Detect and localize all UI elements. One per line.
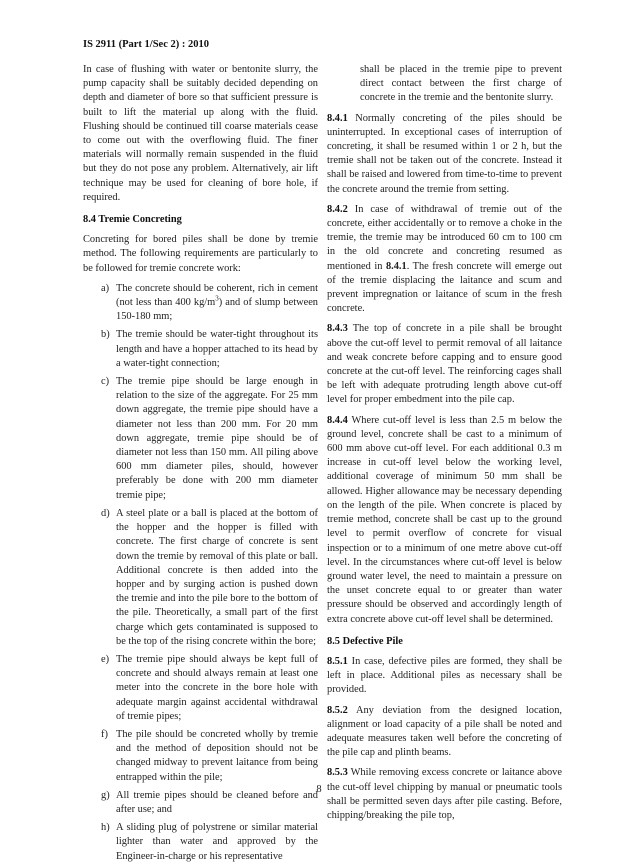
list-item-text: The pile should be concreted wholly by tremie and the method of deposition should not be changed midway to prevent laitance from being entrapped within the pile; [116, 728, 318, 783]
list-item-e [83, 653, 318, 724]
clause-reference: 8.4.1 [385, 260, 407, 272]
paragraph-tremie-intro: Concreting for bored piles shall be done by tremie method. The following requirements are particularly to be followed for tremie concrete work: [83, 234, 318, 274]
clause-number: 8.5.2 [327, 704, 348, 716]
list-item-label: b) [101, 329, 110, 341]
section-heading-tremie-concreting: 8.4 Tremie Concreting [83, 214, 182, 226]
clause-8-5-2 [327, 704, 562, 761]
clause-text: Normally concreting of the piles should be uninterrupted. In exceptional cases of interruption of concreting, it shall be resumed within 1 or 2 h, but the tremie shall not be taken out of the concrete. Instead it shall be raised and lowered from time-to-time to prevent the concrete around the tremie from setting. [327, 112, 562, 195]
clause-text: The top of concrete in a pile shall be brought above the cut-off level to permit removal of all laitance and weak concrete before capping and to ensure good concrete at the cut-off level. The reinforcing cages shall be left with adequate protruding length above cut-off level for proper embedment into the pile cap. [327, 323, 562, 406]
clause-number: 8.4.2 [327, 203, 348, 215]
list-item-label: c) [101, 376, 110, 388]
list-item-text: All tremie pipes should be cleaned before and after use; and [116, 789, 318, 815]
section-heading-defective-pile: 8.5 Defective Pile [327, 635, 403, 647]
clause-8-4-3 [327, 322, 562, 407]
clause-text: In case, defective piles are formed, they shall be left in place. Additional piles as necessary shall be provided. [327, 655, 562, 696]
clause-number: 8.4.4 [327, 414, 348, 426]
list-item-label: h) [101, 822, 110, 834]
clause-number: 8.5.1 [327, 655, 348, 667]
clause-text: While removing excess concrete or laitance above the cut-off level chipping by manual or pneumatic tools shall be permitted seven days after pile casting. Before, chipping/breaking the pile top, [327, 767, 562, 821]
list-item-f [83, 728, 318, 785]
list-item-label: a) [101, 282, 110, 294]
list-item-b [83, 328, 318, 371]
left-column [83, 63, 318, 868]
clause-8-4-4 [327, 414, 562, 627]
list-item-text: The tremie should be water-tight throughout its length and have a hopper attached to its head by a water-tight connection; [116, 329, 318, 369]
clause-number: 8.5.3 [327, 767, 348, 779]
clause-8-4-1 [327, 112, 562, 197]
list-item-text: The tremie pipe should be large enough in relation to the size of the aggregate. For 25 mm down aggregate, the tremie pipe should have a diameter not less than 200 mm. For 20 mm down aggregate, tremie pipe should be of diameter not less than 150 mm. All piling above 600 mm diameter piles, should, however preferably be done with 200 mm diameter tremie pipe; [116, 376, 318, 501]
paragraph-flushing: In case of flushing with water or bentonite slurry, the pump capacity shall be suitably decided depending on depth and diameter of bore so that sufficient pressure is built to lift the material up along with the fluid. Flushing should be continued till coarse materials cease to come out with the overflowing fluid. The finer materials will normally remain suspended in the fluid but they do not pose any problem. Alternatively, air lift technique may be used for cleaning of bore hole, if required. [83, 64, 318, 203]
list-item-h-continuation: shall be placed in the tremie pipe to prevent direct contact between the first charge of concrete in the tremie and the bentonite slurry. [360, 64, 562, 104]
clause-text: In case of withdrawal of tremie out of the concrete, either accidentally or to remove a choke in the tremie, the tremie may be introduced 60 cm to 100 cm in the old concrete and concreting resumed as mentioned in [327, 203, 562, 272]
list-item-a [83, 282, 318, 325]
page-number: 8 [316, 784, 322, 795]
clause-text: Any deviation from the designed location, alignment or load capacity of a pile shall be noted and adequate measures taken well before the concreting of the pile cap and plinth beams. [327, 704, 562, 759]
clause-number: 8.4.3 [327, 323, 348, 335]
list-item-c [83, 375, 318, 503]
clause-text-continued: . The fresh concrete will emerge out of the tremie displacing the laitance and scum and prevent impregnation or laitance of scum in the fresh concrete. [327, 260, 563, 315]
clause-8-5-1 [327, 655, 562, 698]
clause-text: Where cut-off level is less than 2.5 m below the ground level, concrete shall be cast to a minimum of 600 mm above cut-off level. For each additional 0.3 m increase in cut-off level below the working level, additional coverage of minimum 50 mm shall be allowed. Higher allowance may be necessary depending on the length of the pile. When concrete is placed by tremie method, concrete shall be cast up to the ground level to permit overflow of concrete for visual inspection or to a minimum of one metre above cut-off level. In the circumstances where cut-off level is below ground water level, the need to maintain a pressure on the unset concrete equal to or greater than water pressure should be observed and accordingly length of extra concrete above cut-off level shall be determined. [327, 414, 562, 625]
list-item-text: The concrete should be coherent, rich in cement (not less than 400 $kg/m^3$) and of slump between 150-180 mm; [116, 282, 318, 323]
document-header: IS 2911 (Part 1/Sec 2) : 2010 [83, 39, 209, 50]
list-item-text: The tremie pipe should always be kept full of concrete and should always remain at least one meter into the concrete in the bore hole with adequate margin against accidental withdrawal of tremie pipes; [116, 653, 318, 722]
clause-number: 8.4.1 [327, 112, 348, 124]
list-item-label: d) [101, 507, 110, 519]
list-item-label: f) [101, 728, 108, 740]
list-item-label: e) [101, 653, 110, 665]
clause-8-4-2 [327, 203, 562, 317]
list-item-d [83, 507, 318, 649]
superscript: 3 [215, 294, 219, 303]
list-item-text: A steel plate or a ball is placed at the bottom of the hopper and the hopper is filled with concrete. The first charge of concrete is sent down the tremie by removal of this plate or ball. Additional concrete is then added into the hopper and by surging action is pushed down the tremie and into the pile bore to the bottom of the pile. Theoretically, a small part of the first charge which gets contaminated is supposed to be the top of the rising concrete within the bore; [116, 507, 318, 647]
list-item-label: g) [101, 789, 110, 801]
list-item-text: A sliding plug of polystrene or similar material lighter than water and approved by the Engineer-in-charge or his representative [116, 822, 318, 862]
right-column [327, 63, 562, 829]
list-item-h [83, 821, 318, 864]
